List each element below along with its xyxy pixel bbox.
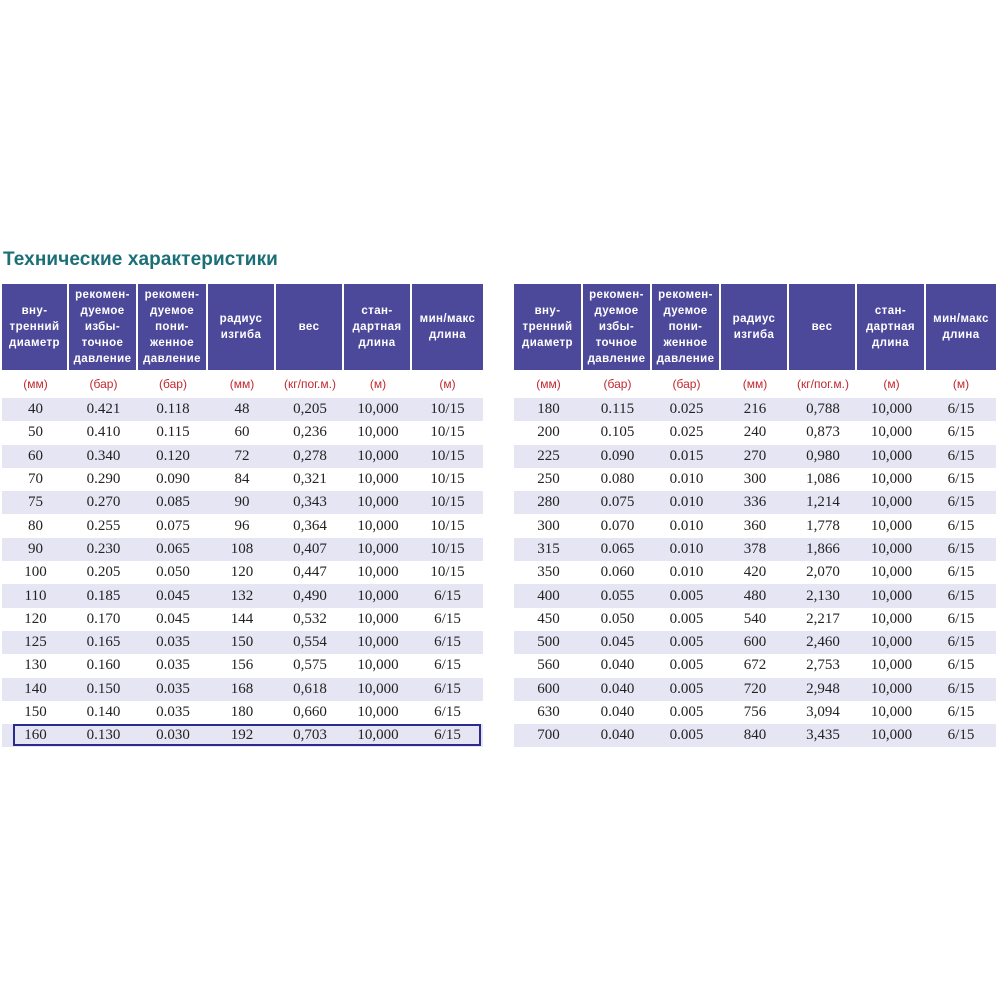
cell-underpressure: 0.115	[138, 421, 208, 444]
cell-bend-radius: 756	[721, 701, 789, 724]
column-header-inner-diameter: вну- тренний диаметр	[514, 284, 583, 370]
cell-overpressure: 0.040	[583, 701, 652, 724]
cell-overpressure: 0.410	[69, 421, 138, 444]
cell-standard-length: 10,000	[344, 701, 412, 724]
cell-inner-diameter: 315	[514, 538, 583, 561]
cell-standard-length: 10,000	[857, 538, 926, 561]
cell-inner-diameter: 600	[514, 678, 583, 701]
cell-standard-length: 10,000	[857, 608, 926, 631]
cell-bend-radius: 132	[208, 584, 276, 607]
column-header-min-max-length: мин/макс длина	[926, 284, 996, 370]
cell-bend-radius: 84	[208, 468, 276, 491]
cell-overpressure: 0.075	[583, 491, 652, 514]
cell-weight: 0,205	[276, 398, 344, 421]
cell-inner-diameter: 60	[2, 445, 69, 468]
table-row	[2, 538, 483, 561]
cell-min-max-length: 6/15	[412, 701, 483, 724]
unit-label-standard-length: (м)	[369, 377, 387, 391]
cell-min-max-length: 6/15	[926, 584, 996, 607]
cell-min-max-length: 6/15	[412, 654, 483, 677]
cell-weight: 0,618	[276, 678, 344, 701]
cell-standard-length: 10,000	[344, 608, 412, 631]
table-row	[514, 608, 996, 631]
cell-underpressure: 0.045	[138, 608, 208, 631]
cell-standard-length: 10,000	[344, 678, 412, 701]
cell-bend-radius: 240	[721, 421, 789, 444]
cell-standard-length: 10,000	[857, 421, 926, 444]
cell-standard-length: 10,000	[857, 724, 926, 747]
cell-weight: 2,130	[789, 584, 857, 607]
unit-label-overpressure: (бар)	[89, 377, 118, 391]
table-row	[2, 445, 483, 468]
cell-bend-radius: 336	[721, 491, 789, 514]
cell-inner-diameter: 560	[514, 654, 583, 677]
cell-overpressure: 0.105	[583, 421, 652, 444]
unit-label-weight: (кг/пог.м.)	[284, 377, 336, 391]
cell-standard-length: 10,000	[857, 514, 926, 537]
table-row	[514, 701, 996, 724]
cell-bend-radius: 90	[208, 491, 276, 514]
cell-standard-length: 10,000	[857, 398, 926, 421]
cell-overpressure: 0.045	[583, 631, 652, 654]
cell-bend-radius: 60	[208, 421, 276, 444]
cell-overpressure: 0.140	[69, 701, 138, 724]
table-row	[514, 724, 996, 747]
cell-bend-radius: 300	[721, 468, 789, 491]
cell-weight: 1,086	[789, 468, 857, 491]
table-row	[514, 491, 996, 514]
cell-weight: 0,660	[276, 701, 344, 724]
cell-bend-radius: 378	[721, 538, 789, 561]
cell-overpressure: 0.060	[583, 561, 652, 584]
cell-overpressure: 0.050	[583, 608, 652, 631]
cell-weight: 0,490	[276, 584, 344, 607]
unit-label-underpressure: (бар)	[672, 377, 701, 391]
unit-label-min-max-length: (м)	[439, 377, 456, 391]
cell-inner-diameter: 140	[2, 678, 69, 701]
cell-standard-length: 10,000	[857, 678, 926, 701]
cell-underpressure: 0.025	[652, 398, 721, 421]
cell-overpressure: 0.040	[583, 678, 652, 701]
cell-standard-length: 10,000	[857, 491, 926, 514]
cell-underpressure: 0.035	[138, 631, 208, 654]
cell-standard-length: 10,000	[344, 584, 412, 607]
cell-inner-diameter: 50	[2, 421, 69, 444]
cell-min-max-length: 6/15	[926, 491, 996, 514]
cell-underpressure: 0.118	[138, 398, 208, 421]
table-row	[2, 561, 483, 584]
cell-bend-radius: 144	[208, 608, 276, 631]
cell-min-max-length: 10/15	[412, 538, 483, 561]
cell-underpressure: 0.005	[652, 701, 721, 724]
cell-inner-diameter: 70	[2, 468, 69, 491]
cell-overpressure: 0.160	[69, 654, 138, 677]
cell-min-max-length: 10/15	[412, 491, 483, 514]
cell-bend-radius: 168	[208, 678, 276, 701]
cell-overpressure: 0.270	[69, 491, 138, 514]
cell-standard-length: 10,000	[857, 468, 926, 491]
cell-weight: 3,094	[789, 701, 857, 724]
cell-underpressure: 0.010	[652, 468, 721, 491]
cell-min-max-length: 10/15	[412, 561, 483, 584]
table-row	[2, 701, 483, 724]
cell-bend-radius: 108	[208, 538, 276, 561]
cell-weight: 0,788	[789, 398, 857, 421]
cell-inner-diameter: 630	[514, 701, 583, 724]
cell-inner-diameter: 280	[514, 491, 583, 514]
table-row	[514, 514, 996, 537]
cell-weight: 0,575	[276, 654, 344, 677]
cell-weight: 2,460	[789, 631, 857, 654]
cell-min-max-length: 6/15	[926, 514, 996, 537]
table-row	[514, 561, 996, 584]
cell-min-max-length: 6/15	[412, 608, 483, 631]
cell-overpressure: 0.170	[69, 608, 138, 631]
unit-label-bend-radius: (мм)	[229, 377, 255, 391]
cell-standard-length: 10,000	[857, 654, 926, 677]
column-header-weight: вес	[276, 284, 344, 370]
cell-min-max-length: 6/15	[926, 654, 996, 677]
cell-standard-length: 10,000	[344, 468, 412, 491]
cell-overpressure: 0.040	[583, 654, 652, 677]
cell-standard-length: 10,000	[344, 421, 412, 444]
cell-inner-diameter: 90	[2, 538, 69, 561]
cell-bend-radius: 216	[721, 398, 789, 421]
column-header-bend-radius: радиус изгиба	[208, 284, 276, 370]
cell-underpressure: 0.035	[138, 701, 208, 724]
cell-inner-diameter: 500	[514, 631, 583, 654]
table-row	[2, 724, 483, 747]
cell-overpressure: 0.090	[583, 445, 652, 468]
cell-inner-diameter: 125	[2, 631, 69, 654]
cell-inner-diameter: 80	[2, 514, 69, 537]
cell-overpressure: 0.185	[69, 584, 138, 607]
cell-bend-radius: 48	[208, 398, 276, 421]
cell-min-max-length: 10/15	[412, 514, 483, 537]
cell-inner-diameter: 300	[514, 514, 583, 537]
cell-weight: 3,435	[789, 724, 857, 747]
cell-min-max-length: 6/15	[412, 678, 483, 701]
cell-standard-length: 10,000	[344, 654, 412, 677]
cell-underpressure: 0.005	[652, 631, 721, 654]
cell-underpressure: 0.120	[138, 445, 208, 468]
cell-standard-length: 10,000	[344, 561, 412, 584]
cell-overpressure: 0.040	[583, 724, 652, 747]
cell-standard-length: 10,000	[344, 514, 412, 537]
cell-min-max-length: 10/15	[412, 398, 483, 421]
cell-bend-radius: 840	[721, 724, 789, 747]
cell-underpressure: 0.010	[652, 538, 721, 561]
cell-min-max-length: 6/15	[926, 678, 996, 701]
cell-weight: 0,364	[276, 514, 344, 537]
unit-label-bend-radius: (мм)	[742, 377, 768, 391]
cell-overpressure: 0.255	[69, 514, 138, 537]
header-row	[2, 284, 483, 370]
cell-min-max-length: 6/15	[926, 421, 996, 444]
cell-min-max-length: 10/15	[412, 421, 483, 444]
cell-bend-radius: 600	[721, 631, 789, 654]
table-row	[2, 678, 483, 701]
cell-underpressure: 0.005	[652, 654, 721, 677]
cell-standard-length: 10,000	[857, 584, 926, 607]
cell-min-max-length: 6/15	[926, 445, 996, 468]
cell-weight: 0,703	[276, 724, 344, 747]
table-row	[514, 631, 996, 654]
cell-bend-radius: 180	[208, 701, 276, 724]
cell-bend-radius: 270	[721, 445, 789, 468]
cell-underpressure: 0.005	[652, 678, 721, 701]
cell-weight: 2,753	[789, 654, 857, 677]
unit-label-standard-length: (м)	[883, 377, 900, 391]
cell-inner-diameter: 450	[514, 608, 583, 631]
cell-min-max-length: 6/15	[412, 724, 483, 747]
cell-bend-radius: 192	[208, 724, 276, 747]
cell-inner-diameter: 100	[2, 561, 69, 584]
cell-overpressure: 0.150	[69, 678, 138, 701]
cell-overpressure: 0.165	[69, 631, 138, 654]
table-row	[2, 584, 483, 607]
cell-weight: 0,980	[789, 445, 857, 468]
column-header-underpressure: рекомен- дуемое пони- женное давление	[652, 284, 721, 370]
spec-table-right	[514, 284, 996, 747]
cell-inner-diameter: 700	[514, 724, 583, 747]
cell-bend-radius: 150	[208, 631, 276, 654]
table-row	[514, 421, 996, 444]
table-row	[514, 654, 996, 677]
cell-min-max-length: 6/15	[926, 608, 996, 631]
cell-standard-length: 10,000	[344, 538, 412, 561]
cell-bend-radius: 720	[721, 678, 789, 701]
cell-overpressure: 0.065	[583, 538, 652, 561]
unit-label-overpressure: (бар)	[603, 377, 632, 391]
cell-bend-radius: 540	[721, 608, 789, 631]
cell-overpressure: 0.230	[69, 538, 138, 561]
cell-standard-length: 10,000	[857, 701, 926, 724]
cell-bend-radius: 120	[208, 561, 276, 584]
cell-min-max-length: 10/15	[412, 445, 483, 468]
cell-weight: 2,217	[789, 608, 857, 631]
cell-weight: 1,214	[789, 491, 857, 514]
unit-label-min-max-length: (м)	[952, 377, 970, 391]
table-row	[2, 631, 483, 654]
cell-weight: 1,866	[789, 538, 857, 561]
cell-inner-diameter: 150	[2, 701, 69, 724]
cell-weight: 0,447	[276, 561, 344, 584]
cell-underpressure: 0.085	[138, 491, 208, 514]
table-row	[2, 608, 483, 631]
cell-inner-diameter: 75	[2, 491, 69, 514]
table-body	[2, 398, 483, 747]
table-row	[2, 654, 483, 677]
spec-table-left	[2, 284, 483, 747]
cell-bend-radius: 96	[208, 514, 276, 537]
table-body	[514, 398, 996, 747]
column-header-overpressure: рекомен- дуемое избы- точное давление	[69, 284, 138, 370]
cell-overpressure: 0.080	[583, 468, 652, 491]
column-header-weight: вес	[789, 284, 857, 370]
cell-overpressure: 0.290	[69, 468, 138, 491]
table-row	[514, 678, 996, 701]
cell-underpressure: 0.005	[652, 584, 721, 607]
cell-standard-length: 10,000	[857, 561, 926, 584]
header-row	[514, 284, 996, 370]
cell-underpressure: 0.005	[652, 724, 721, 747]
cell-bend-radius: 672	[721, 654, 789, 677]
cell-standard-length: 10,000	[344, 631, 412, 654]
cell-min-max-length: 6/15	[926, 631, 996, 654]
cell-inner-diameter: 120	[2, 608, 69, 631]
cell-inner-diameter: 130	[2, 654, 69, 677]
units-row	[514, 370, 996, 398]
table-row	[2, 468, 483, 491]
cell-inner-diameter: 160	[2, 724, 69, 747]
table-row	[514, 584, 996, 607]
column-header-underpressure: рекомен- дуемое пони- женное давление	[138, 284, 208, 370]
unit-label-inner-diameter: (мм)	[23, 377, 48, 391]
cell-inner-diameter: 180	[514, 398, 583, 421]
cell-min-max-length: 6/15	[412, 584, 483, 607]
cell-underpressure: 0.075	[138, 514, 208, 537]
cell-underpressure: 0.010	[652, 491, 721, 514]
table-row	[514, 468, 996, 491]
cell-overpressure: 0.055	[583, 584, 652, 607]
column-header-inner-diameter: вну- тренний диаметр	[2, 284, 69, 370]
cell-overpressure: 0.340	[69, 445, 138, 468]
unit-label-weight: (кг/пог.м.)	[797, 377, 849, 391]
column-header-standard-length: стан- дартная длина	[344, 284, 412, 370]
table-row	[2, 514, 483, 537]
cell-weight: 0,407	[276, 538, 344, 561]
cell-overpressure: 0.070	[583, 514, 652, 537]
cell-weight: 0,532	[276, 608, 344, 631]
cell-underpressure: 0.090	[138, 468, 208, 491]
cell-underpressure: 0.010	[652, 561, 721, 584]
cell-min-max-length: 6/15	[926, 561, 996, 584]
table-row	[514, 538, 996, 561]
cell-underpressure: 0.065	[138, 538, 208, 561]
cell-inner-diameter: 400	[514, 584, 583, 607]
cell-overpressure: 0.115	[583, 398, 652, 421]
cell-weight: 0,278	[276, 445, 344, 468]
cell-standard-length: 10,000	[344, 398, 412, 421]
cell-bend-radius: 420	[721, 561, 789, 584]
cell-underpressure: 0.035	[138, 678, 208, 701]
table-row	[514, 445, 996, 468]
cell-inner-diameter: 250	[514, 468, 583, 491]
column-header-standard-length: стан- дартная длина	[857, 284, 926, 370]
cell-overpressure: 0.421	[69, 398, 138, 421]
cell-weight: 1,778	[789, 514, 857, 537]
cell-bend-radius: 156	[208, 654, 276, 677]
cell-bend-radius: 72	[208, 445, 276, 468]
cell-underpressure: 0.045	[138, 584, 208, 607]
cell-min-max-length: 6/15	[412, 631, 483, 654]
unit-label-inner-diameter: (мм)	[536, 377, 561, 391]
cell-standard-length: 10,000	[344, 724, 412, 747]
table-row	[2, 398, 483, 421]
cell-standard-length: 10,000	[344, 491, 412, 514]
cell-weight: 2,948	[789, 678, 857, 701]
cell-min-max-length: 6/15	[926, 538, 996, 561]
cell-standard-length: 10,000	[857, 631, 926, 654]
table-row	[2, 421, 483, 444]
cell-underpressure: 0.030	[138, 724, 208, 747]
cell-weight: 0,554	[276, 631, 344, 654]
table-row	[514, 398, 996, 421]
cell-weight: 0,236	[276, 421, 344, 444]
cell-inner-diameter: 40	[2, 398, 69, 421]
cell-bend-radius: 360	[721, 514, 789, 537]
cell-standard-length: 10,000	[857, 445, 926, 468]
cell-weight: 0,873	[789, 421, 857, 444]
cell-underpressure: 0.050	[138, 561, 208, 584]
units-row	[2, 370, 483, 398]
cell-underpressure: 0.010	[652, 514, 721, 537]
column-header-min-max-length: мин/макс длина	[412, 284, 483, 370]
cell-inner-diameter: 225	[514, 445, 583, 468]
cell-inner-diameter: 350	[514, 561, 583, 584]
cell-overpressure: 0.130	[69, 724, 138, 747]
cell-weight: 2,070	[789, 561, 857, 584]
cell-min-max-length: 6/15	[926, 701, 996, 724]
cell-underpressure: 0.005	[652, 608, 721, 631]
cell-underpressure: 0.035	[138, 654, 208, 677]
cell-inner-diameter: 110	[2, 584, 69, 607]
cell-underpressure: 0.015	[652, 445, 721, 468]
cell-min-max-length: 6/15	[926, 398, 996, 421]
page-title: Технические характеристики	[3, 249, 278, 270]
cell-weight: 0,343	[276, 491, 344, 514]
cell-underpressure: 0.025	[652, 421, 721, 444]
table-row	[2, 491, 483, 514]
cell-inner-diameter: 200	[514, 421, 583, 444]
column-header-overpressure: рекомен- дуемое избы- точное давление	[583, 284, 652, 370]
column-header-bend-radius: радиус изгиба	[721, 284, 789, 370]
cell-standard-length: 10,000	[344, 445, 412, 468]
unit-label-underpressure: (бар)	[159, 377, 187, 391]
cell-min-max-length: 6/15	[926, 468, 996, 491]
cell-weight: 0,321	[276, 468, 344, 491]
cell-min-max-length: 6/15	[926, 724, 996, 747]
cell-overpressure: 0.205	[69, 561, 138, 584]
cell-bend-radius: 480	[721, 584, 789, 607]
cell-min-max-length: 10/15	[412, 468, 483, 491]
